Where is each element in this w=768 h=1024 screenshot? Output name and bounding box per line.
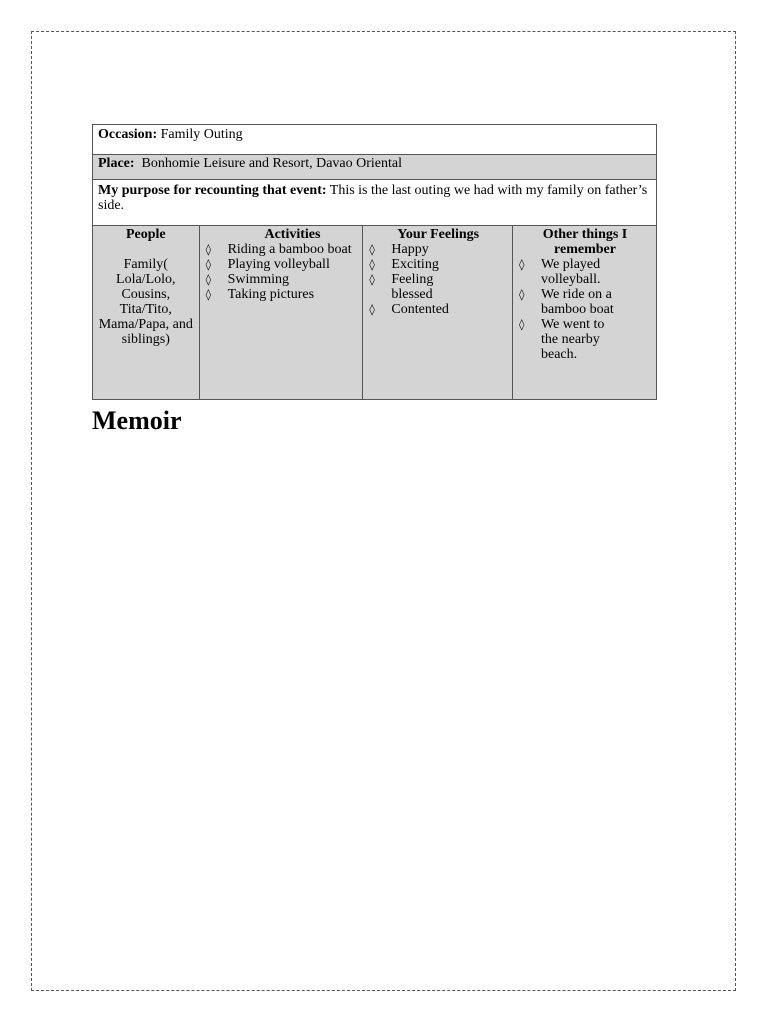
- details-row: [93, 226, 657, 400]
- feelings-cell: [363, 226, 513, 400]
- people-body: Family( Lola/Lolo, Cousins, Tita/Tito, Mama/Papa, and siblings): [98, 257, 193, 347]
- activities-header: Activities: [264, 227, 321, 242]
- activities-cell: [199, 226, 363, 400]
- page-content: [92, 124, 657, 436]
- list-item: ◊ Playing volleyball: [205, 257, 330, 272]
- diamond-bullet-icon: ◊: [205, 273, 211, 286]
- occasion-cell: [93, 125, 657, 155]
- other-cell: [513, 226, 657, 400]
- list-item: ◊ Feeling blessed: [369, 272, 434, 302]
- feelings-header: Your Feelings: [397, 227, 480, 242]
- people-header: People: [125, 227, 166, 242]
- activities-list: [206, 242, 358, 302]
- diamond-bullet-icon: ◊: [205, 243, 211, 256]
- list-item: ◊ Riding a bamboo boat: [205, 242, 352, 257]
- place-label: Place:: [98, 156, 135, 171]
- purpose-cell: [93, 180, 657, 226]
- diamond-bullet-icon: ◊: [369, 273, 375, 286]
- list-item: ◊ Exciting: [369, 257, 439, 272]
- diamond-bullet-icon: ◊: [369, 243, 375, 256]
- purpose-row: [93, 180, 657, 226]
- list-item: ◊ We played volleyball.: [519, 257, 601, 287]
- other-list: [519, 257, 651, 362]
- event-info-table: [92, 124, 657, 400]
- diamond-bullet-icon: ◊: [519, 288, 525, 301]
- place-value: Bonhomie Leisure and Resort, Davao Oriental: [134, 156, 403, 171]
- document-page: [31, 31, 736, 991]
- feelings-list: [369, 242, 507, 317]
- diamond-bullet-icon: ◊: [205, 288, 211, 301]
- purpose-label: My purpose for recounting that event:: [98, 183, 327, 198]
- other-header: Other things I remember: [542, 227, 628, 257]
- diamond-bullet-icon: ◊: [519, 318, 525, 331]
- occasion-row: [93, 125, 657, 155]
- memoir-heading: Memoir: [92, 406, 182, 435]
- list-item: ◊ We went to the nearby beach.: [519, 317, 605, 362]
- occasion-value: Family Outing: [157, 127, 243, 142]
- occasion-label: Occasion:: [98, 127, 158, 142]
- list-item: ◊ Happy: [369, 242, 429, 257]
- list-item: ◊ Swimming: [205, 272, 290, 287]
- list-item: ◊ Taking pictures: [205, 287, 315, 302]
- purpose-value: This is the last outing we had with my family on father’s side.: [98, 183, 648, 213]
- diamond-bullet-icon: ◊: [205, 258, 211, 271]
- list-item: ◊ We ride on a bamboo boat: [519, 287, 614, 317]
- diamond-bullet-icon: ◊: [369, 303, 375, 316]
- diamond-bullet-icon: ◊: [369, 258, 375, 271]
- people-cell: [93, 226, 200, 400]
- list-item: ◊ Contented: [369, 302, 449, 317]
- place-row: [93, 155, 657, 180]
- diamond-bullet-icon: ◊: [519, 258, 525, 271]
- place-cell: [93, 155, 657, 180]
